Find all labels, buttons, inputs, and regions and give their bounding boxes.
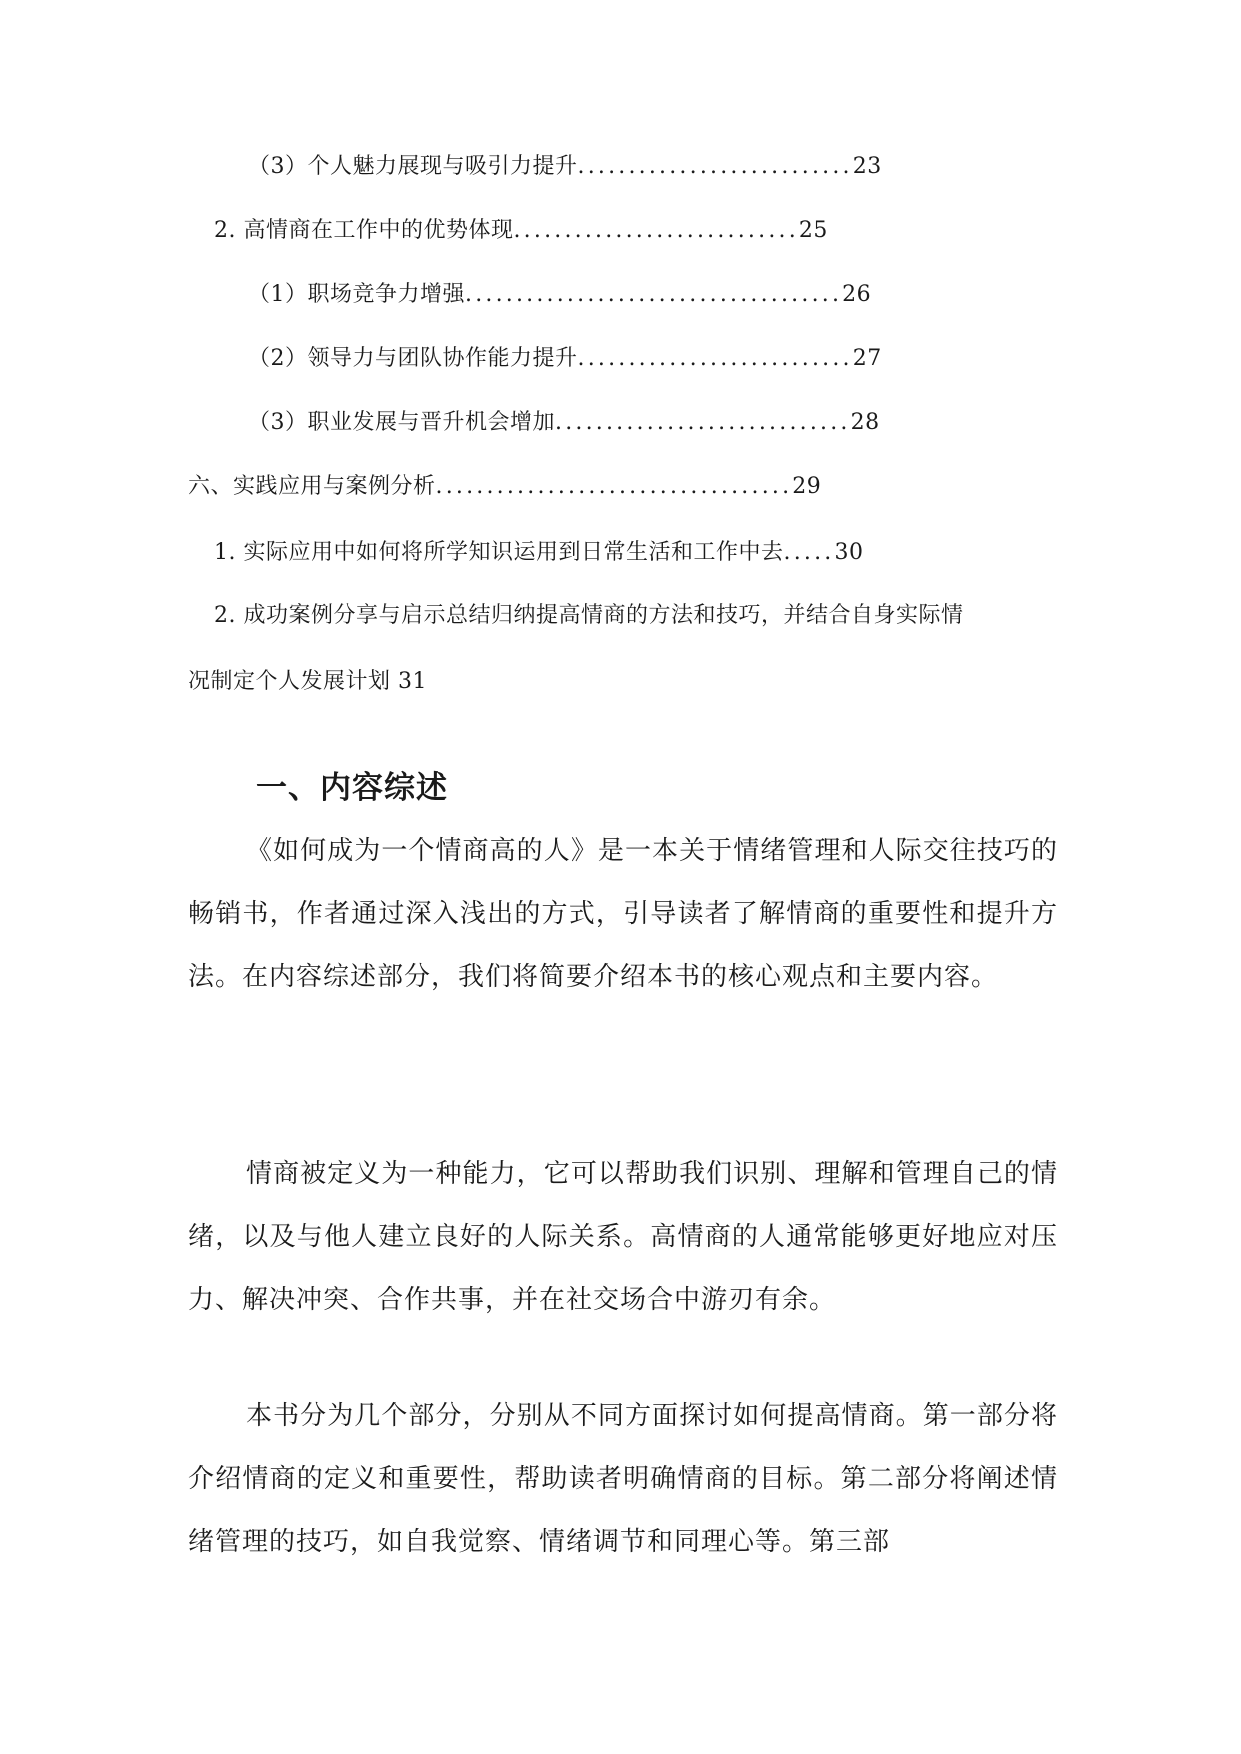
toc-entry[interactable] — [248, 152, 882, 182]
body-paragraph: 情商被定义为一种能力，它可以帮助我们识别、理解和管理自己的情绪，以及与他人建立良好的人际关系。高情商的人通常能够更好地应对压力、解决冲突、合作共事，并在社交场合中游刃有余。 — [188, 1159, 1058, 1315]
toc-leader-dots: ................................... — [435, 474, 793, 499]
toc-page-number: 30 — [834, 540, 864, 565]
toc-entry-label: （1）职场竞争力增强 — [248, 282, 465, 307]
toc-entry[interactable] — [214, 216, 828, 246]
toc-entry-line-1: 2. 成功案例分享与启示总结归纳提高情商的方法和技巧，并结合自身实际情 — [214, 603, 964, 628]
toc-page-number: 26 — [842, 282, 872, 307]
toc-entry[interactable] — [248, 280, 871, 310]
toc-leader-dots: ............................ — [513, 218, 799, 243]
toc-entry-label: （2）领导力与团队协作能力提升 — [248, 346, 578, 371]
body-paragraph: 本书分为几个部分，分别从不同方面探讨如何提高情商。第一部分将介绍情商的定义和重要性，帮助读者明确情商的目标。第二部分将阐述情绪管理的技巧，如自我觉察、情绪调节和同理心等。第三部 — [188, 1401, 1058, 1557]
toc-entry[interactable] — [248, 344, 882, 374]
section-heading: 一、内容综述 — [256, 770, 448, 806]
toc-page-number: 23 — [852, 154, 882, 179]
toc-leader-dots: ........................... — [577, 154, 853, 179]
toc-leader-dots: ........................... — [577, 346, 853, 371]
toc-page-number: 25 — [798, 218, 828, 243]
toc-entry-label: （3）职业发展与晋升机会增加 — [248, 410, 555, 435]
toc-leader-dots: ............................. — [555, 410, 851, 435]
body-paragraph: 《如何成为一个情商高的人》是一本关于情绪管理和人际交往技巧的畅销书，作者通过深入浅出的方式，引导读者了解情商的重要性和提升方法。在内容综述部分，我们将简要介绍本书的核心观点和主要内容。 — [188, 836, 1058, 992]
toc-leader-dots: ..... — [783, 540, 835, 565]
toc-page-number: 27 — [852, 346, 882, 371]
toc-leader-dots: ..................................... — [465, 282, 843, 307]
toc-entry-label: （3）个人魅力展现与吸引力提升 — [248, 154, 578, 179]
toc-entry[interactable] — [248, 408, 880, 438]
toc-page-number: 29 — [792, 474, 822, 499]
toc-entry-label: 1. 实际应用中如何将所学知识运用到日常生活和工作中去 — [214, 540, 784, 565]
toc-entry-label: 六、实践应用与案例分析 — [188, 474, 436, 499]
toc-entry-wrapped[interactable] — [188, 601, 1058, 697]
toc-page-number: 28 — [850, 410, 880, 435]
toc-entry-line-2: 况制定个人发展计划 31 — [188, 669, 427, 694]
toc-entry-label: 2. 高情商在工作中的优势体现 — [214, 218, 514, 243]
toc-entry[interactable] — [214, 538, 863, 568]
toc-entry[interactable] — [188, 472, 821, 502]
